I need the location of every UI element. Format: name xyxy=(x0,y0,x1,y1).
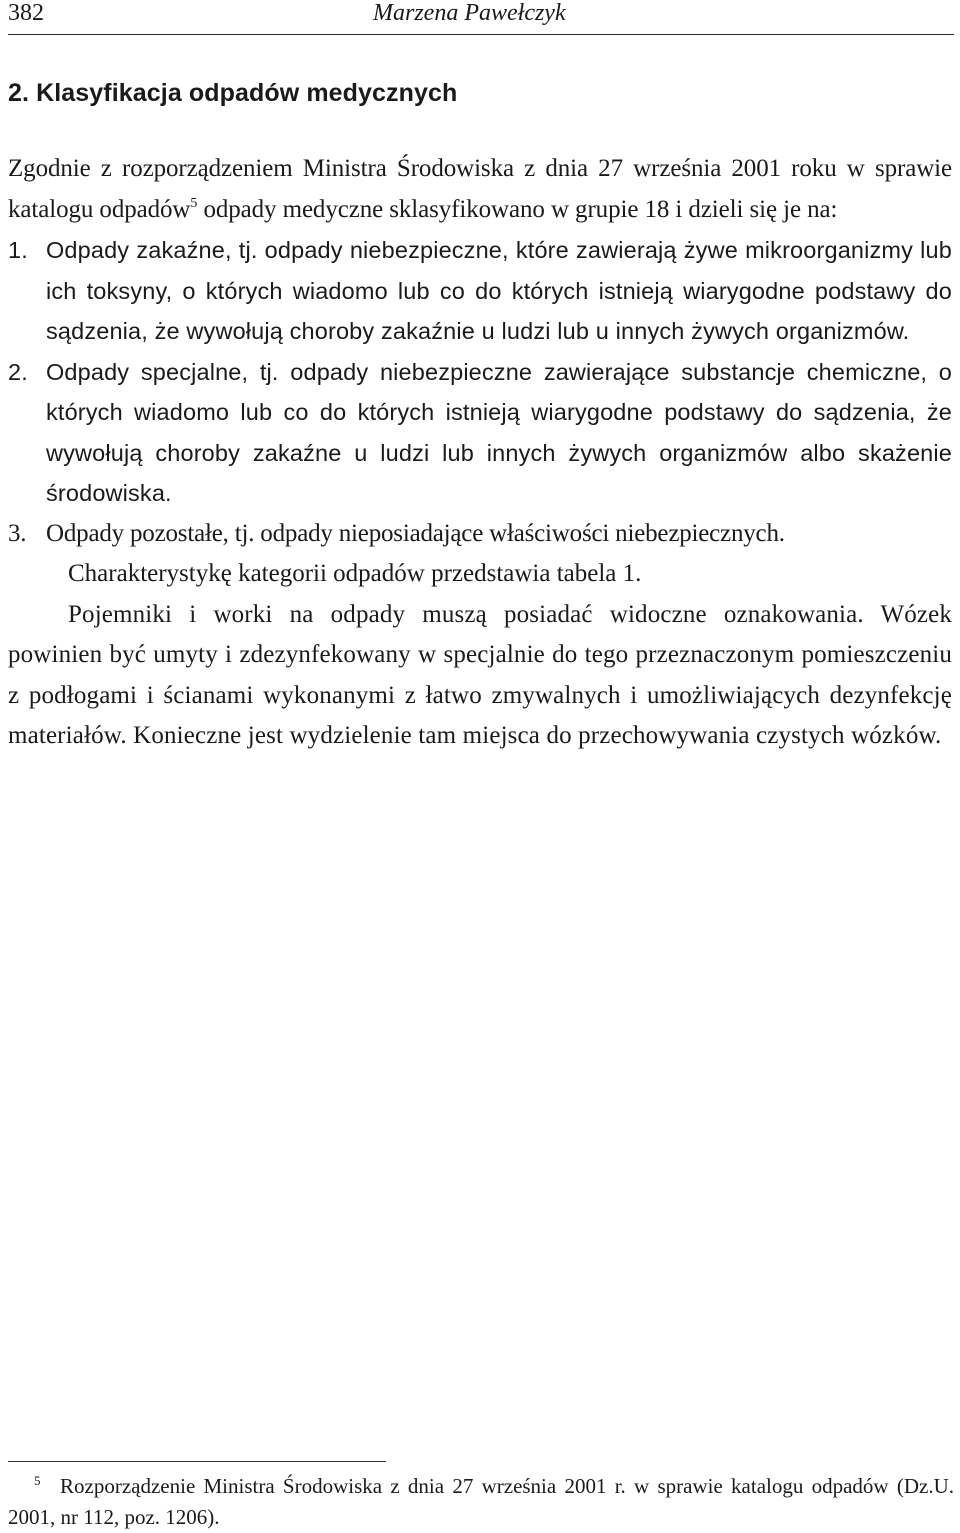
footnote-text: Rozporządzenie Ministra Środowiska z dnia 27 września 2001 r. w sprawie katalogu odpadów (Dz.U. 2001, nr 112, poz. 1206). xyxy=(8,1474,954,1529)
running-head-author: Marzena Pawełczyk xyxy=(373,0,566,26)
body-text xyxy=(8,149,952,757)
intro-text-before-note: Zgodnie z rozporządzeniem Ministra Środowiska z dnia 27 września 2001 roku w sprawie katalogu odpadów xyxy=(8,155,952,223)
list-item-number: 1. xyxy=(8,237,28,263)
list-item-text: Odpady zakaźne, tj. odpady niebezpieczne, które zawierają żywe mikroorganizmy lub ich toksyny, o których wiadomo lub co do których istnieją wiarygodne podstawy do sądzenia, że wywołują choroby zakaźnie u ludzi lub u innych żywych organizmów. xyxy=(46,237,952,344)
list-item-special-waste xyxy=(8,352,952,514)
footnote-separator xyxy=(8,1461,386,1462)
list-item-text: Odpady specjalne, tj. odpady niebezpieczne zawierające substancje chemiczne, o których wiadomo lub co do których istnieją wiarygodne podstawy do sądzenia, że wywołują choroby zakaźne u ludzi lub innych żywych organizmów albo skażenie środowiska. xyxy=(46,358,952,506)
table-reference-paragraph: Charakterystykę kategorii odpadów przedstawia tabela 1. xyxy=(68,560,642,587)
list-item-infectious-waste xyxy=(8,230,952,352)
page-header xyxy=(8,0,954,35)
list-item-other-waste xyxy=(8,514,952,555)
page-number: 382 xyxy=(8,0,44,26)
intro-text-after-note: odpady medyczne sklasyfikowano w grupie 18 i dzieli się je na: xyxy=(197,195,838,223)
intro-paragraph xyxy=(8,149,952,230)
list-item-number: 2. xyxy=(8,358,28,385)
section-heading: 2. Klasyfikacja odpadów medycznych xyxy=(8,79,458,107)
list-item-text: Odpady pozostałe, tj. odpady nieposiadające właściwości niebezpiecznych. xyxy=(46,519,785,547)
list-item-number: 3. xyxy=(8,519,27,547)
containers-paragraph: Pojemniki i worki na odpady muszą posiadać widoczne oznakowania. Wózek powinien być umyty i zdezynfekowany w specjalnie do tego przeznaczonym pomieszczeniu z podłogami i ścianami wykonanymi z łatwo zmywalnych i umożliwiających dezynfekcję materiałów. Konieczne jest wydzielenie tam miejsca do przechowywania czystych wózków. xyxy=(8,600,952,749)
footnote: 5 Rozporządzenie Ministra Środowiska z dnia 27 września 2001 r. w sprawie katalogu odpadów (Dz.U. 2001, nr 112, poz. 1206). xyxy=(8,1473,954,1529)
footnote-reference[interactable]: 5 xyxy=(190,195,198,211)
waste-category-list xyxy=(8,230,952,554)
